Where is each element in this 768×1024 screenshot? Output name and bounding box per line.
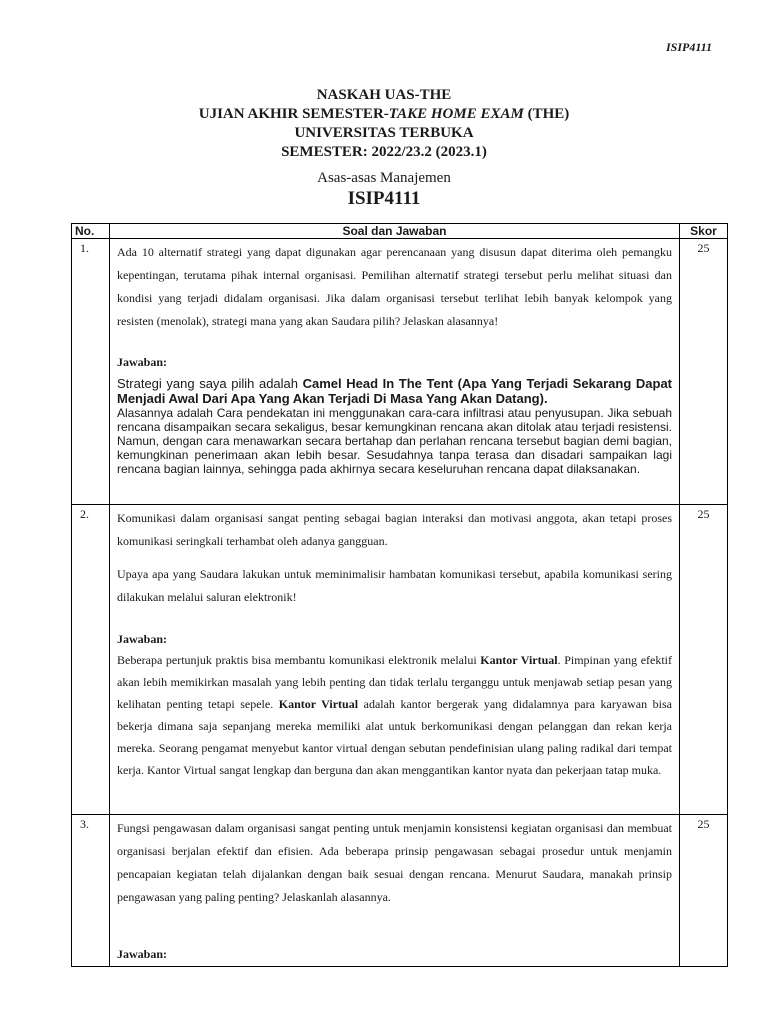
answer-text: Beberapa pertunjuk praktis bisa membantu komunikasi elektronik melalui Kantor Virtual. Pimpinan yang efektif akan lebih memikirkan masalah yang lebih penting dan tidak terlalu terganggu untuk menjawab setiap pesan yang kelihatan penting tetapi sepele. Kantor Virtual adalah kantor bergerak yang didalamnya para karyawan bisa bekerja dimana saja sepanjang mereka memiliki alat untuk berkomunikasi dengan pelanggan dan rekan kerja mereka. Seorang pengamat menyebut kantor virtual dengan sebutan pendefinisian ulang paling radikal dari tempat kerja. Kantor Virtual sangat lengkap dan berguna dan akan menggantikan kantor nyata dan pekerjaan tatap muka. (117, 653, 673, 777)
header-line-4: SEMESTER: 2022/23.2 (2023.1) (281, 144, 487, 160)
question-cell (110, 505, 680, 815)
table-row (72, 505, 728, 815)
course-name: Asas-asas Manajemen (317, 170, 451, 186)
question-cell (110, 239, 680, 505)
table-header-row (72, 224, 728, 239)
answer-text: Alasannya adalah Cara pendekatan ini menggunakan cara-cara infiltrasi atau penyusupan. Jika sebuah rencana disampaikan secara sekaligus, besar kemungkinan rencana akan ditolak atau terjadi resistensi. Namun, dengan cara menawarkan secara bertahap dan perlahan rencana tersebut bagian demi bagian, kemungkinan penerimaan akan lebih besar. Sesudahnya tanpa terasa dan disadari sampaikan lagi rencana bagian lainnya, sehingga pada akhirnya secara keseluruhan rencana dapat dilaksanakan. (117, 406, 672, 476)
table-row (72, 239, 728, 505)
question-cell (110, 815, 680, 967)
row-number: 1. (72, 239, 110, 505)
header-line-2: UJIAN AKHIR SEMESTER-TAKE HOME EXAM (THE) (198, 106, 570, 122)
question-text: Komunikasi dalam organisasi sangat penting sebagai bagian interaksi dan motivasi anggota, akan tetapi proses komunikasi seringkali terhambat oleh adanya gangguan. (117, 511, 672, 548)
document-code: ISIP4111 (665, 40, 712, 54)
answer-label: Jawaban: (117, 632, 168, 646)
answer-label: Jawaban: (117, 355, 168, 369)
exam-table (71, 223, 728, 967)
question-text: Fungsi pengawasan dalam organisasi sangat penting untuk menjamin konsistensi kegiatan organisasi dan membuat organisasi berjalan efektif dan efisien. Ada beberapa prinsip pengawasan sebagai prosedur untuk menjamin pencapaian kegiatan telah dijalankan dengan baik sesuai dengan rencana. Menurut Saudara, manakah prinsip pengawasan yang paling penting? Jelaskanlah alasannya. (117, 821, 672, 904)
header-skor: Skor (680, 224, 728, 239)
header-line-3: UNIVERSITAS TERBUKA (294, 125, 474, 141)
header-line-1: NASKAH UAS-THE (316, 87, 452, 103)
score-value: 25 (680, 239, 728, 505)
header-soal: Soal dan Jawaban (110, 224, 680, 239)
score-value: 25 (680, 815, 728, 967)
row-number: 2. (72, 505, 110, 815)
table-row (72, 815, 728, 967)
answer-label: Jawaban: (117, 947, 168, 961)
score-value: 25 (680, 505, 728, 815)
course-code: ISIP4111 (347, 188, 421, 209)
header-no: No. (72, 224, 110, 239)
row-number: 3. (72, 815, 110, 967)
question-text: Ada 10 alternatif strategi yang dapat digunakan agar perencanaan yang disusun dapat diterima oleh pemangku kepentingan, terutama pihak internal organisasi. Pemilihan alternatif strategi tersebut perlu melihat situasi dan kondisi yang terjadi didalam organisasi. Jika dalam organisasi tersebut terlihat lebih banyak kelompok yang resisten (menolak), strategi mana yang akan Saudara pilih? Jelaskan alasannya! (117, 245, 672, 328)
answer-intro: Strategi yang saya pilih adalah Camel Head In The Tent (Apa Yang Terjadi Sekarang Dapat Menjadi Awal Dari Apa Yang Akan Terjadi Di Masa Yang Akan Datang). (117, 376, 672, 406)
exam-header (0, 86, 768, 162)
question-text: Upaya apa yang Saudara lakukan untuk meminimalisir hambatan komunikasi tersebut, apabila komunikasi sering dilakukan melalui saluran elektronik! (117, 567, 672, 604)
